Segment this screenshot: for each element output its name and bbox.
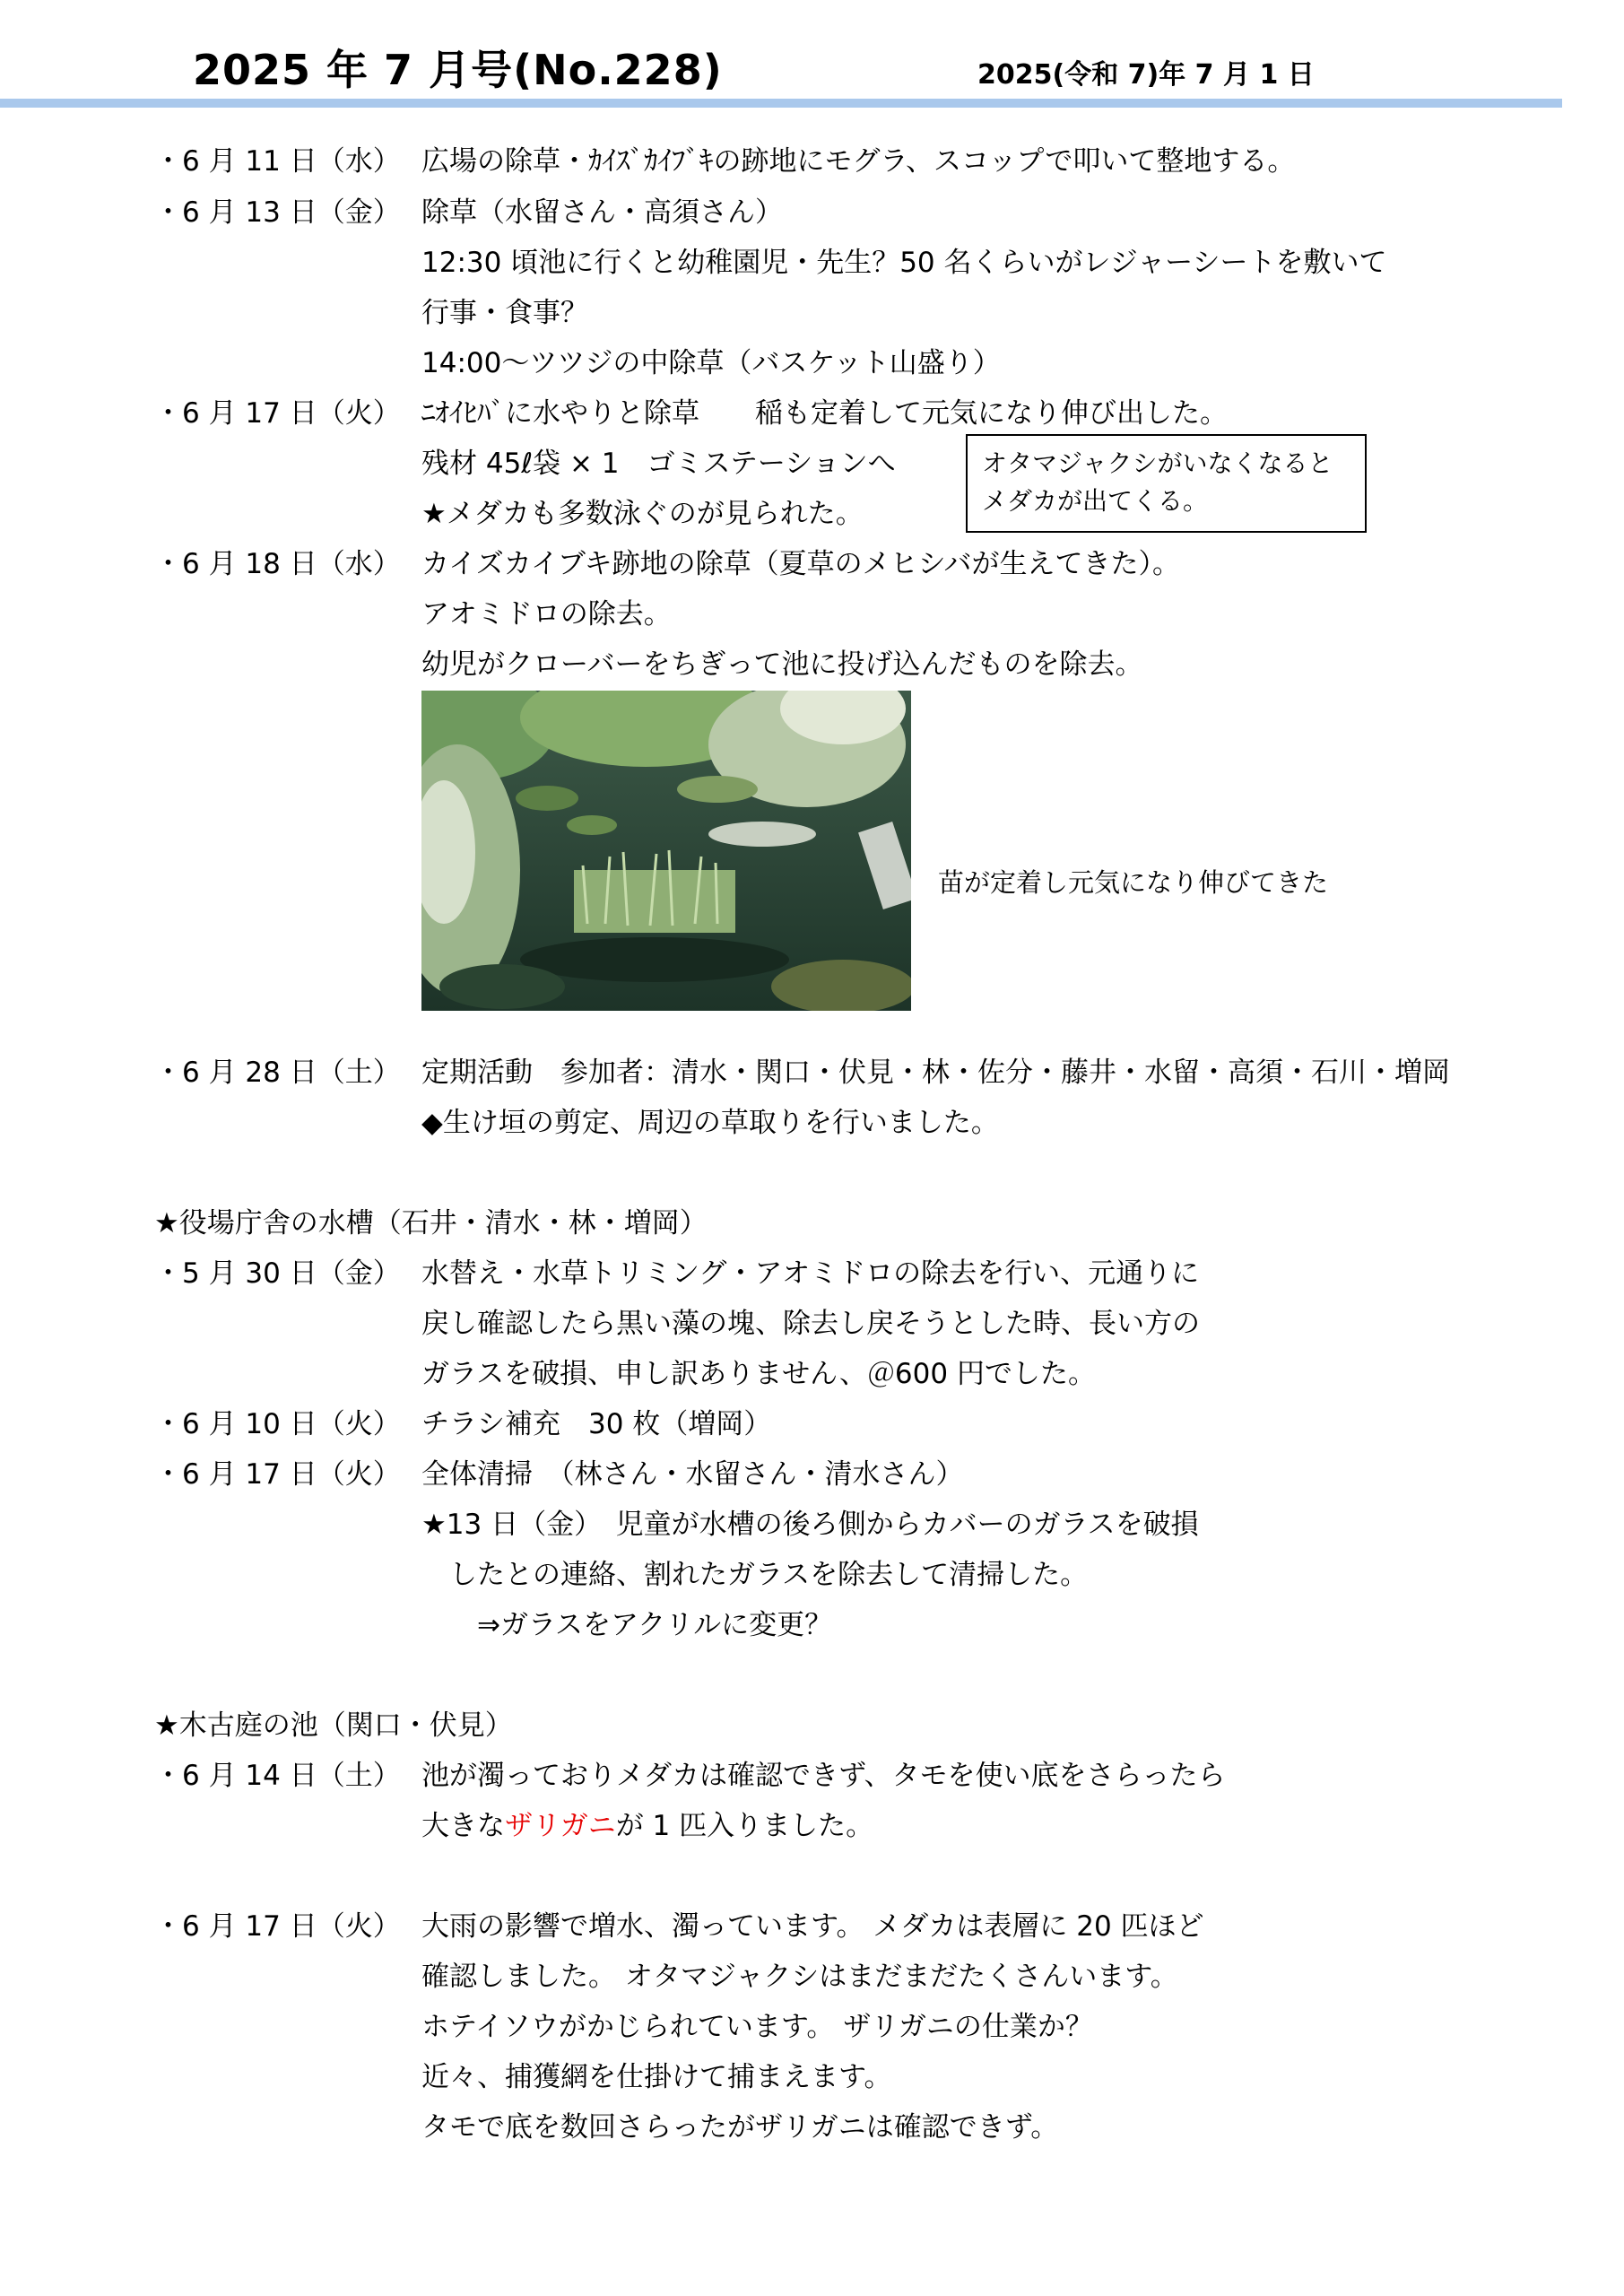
- log-date: ・6 月 11 日（水）: [154, 145, 401, 178]
- log-text: 行事・食事？: [421, 297, 588, 329]
- log-text: 14:00～ツツジの中除草（バスケット山盛り）: [421, 347, 1001, 379]
- issue-title: 2025 年 7 月号(No.228): [193, 46, 723, 94]
- log-text-part: が 1 匹入りました。: [615, 1810, 874, 1842]
- section-heading: ★役場庁舎の水槽（石井・清水・林・増岡）: [154, 1207, 708, 1239]
- log-text: ﾆｵｲﾋﾊﾞに水やりと除草 稲も定着して元気になり伸び出した。: [421, 397, 1228, 430]
- log-text: ⇒ガラスをアクリルに変更？: [421, 1609, 833, 1641]
- log-text: したとの連絡、割れたガラスを除去して清掃した。: [421, 1559, 1089, 1591]
- log-text: 確認しました。 オタマジャクシはまだまだたくさんいます。: [421, 1961, 1178, 1993]
- log-text: 除草（水留さん・高須さん）: [421, 196, 783, 229]
- header-divider: [0, 99, 1562, 108]
- log-text: ガラスを破損、申し訳ありません、＠600 円でした。: [421, 1358, 1096, 1390]
- log-date: ・6 月 14 日（土）: [154, 1760, 401, 1792]
- pond-photo: [421, 691, 911, 1011]
- log-text: ◆生け垣の剪定、周辺の草取りを行いました。: [421, 1107, 999, 1139]
- log-date: ・6 月 17 日（火）: [154, 1458, 401, 1491]
- log-text: カイズカイブキ跡地の除草（夏草のメヒシバが生えてきた）。: [421, 548, 1180, 580]
- log-text: 池が濁っておりメダカは確認できず、タモを使い底をさらったら: [421, 1760, 1226, 1792]
- log-date: ・6 月 17 日（火）: [154, 1910, 401, 1943]
- tadpole-note-box: オタマジャクシがいなくなるとメダカが出てくる。: [966, 434, 1367, 533]
- log-date: ・6 月 18 日（水）: [154, 548, 401, 580]
- log-text: 残材 45ℓ袋 × 1 ゴミステーションへ: [421, 448, 896, 480]
- log-text: 12:30 頃池に行くと幼稚園児・先生？50 名くらいがレジャーシートを敷いて: [421, 247, 1387, 279]
- log-text: 全体清掃 （林さん・水留さん・清水さん）: [421, 1458, 964, 1491]
- log-date: ・6 月 28 日（土）: [154, 1057, 401, 1089]
- crayfish-highlight: ザリガニ: [505, 1810, 616, 1842]
- log-text: ★メダカも多数泳ぐのが見られた。: [421, 498, 864, 530]
- issue-date: 2025(令和 7)年 7 月 1 日: [977, 59, 1315, 91]
- log-text: チラシ補充 30 枚（増岡）: [421, 1408, 772, 1440]
- log-date: ・6 月 10 日（火）: [154, 1408, 401, 1440]
- photo-caption: 苗が定着し元気になり伸びてきた: [938, 867, 1329, 898]
- log-text: 水替え・水草トリミング・アオミドロの除去を行い、元通りに: [421, 1257, 1200, 1290]
- log-text-part: 大きな: [421, 1810, 505, 1842]
- log-text: 戻し確認したら黒い藻の塊、除去し戻そうとした時、長い方の: [421, 1308, 1200, 1340]
- log-date: ・6 月 13 日（金）: [154, 196, 401, 229]
- section-heading: ★木古庭の池（関口・伏見）: [154, 1709, 513, 1742]
- log-text: タモで底を数回さらったがザリガニは確認できず。: [421, 2111, 1059, 2144]
- log-text: ★13 日（金） 児童が水槽の後ろ側からカバーのガラスを破損: [421, 1509, 1199, 1541]
- log-text: アオミドロの除去。: [421, 598, 672, 631]
- log-text: 定期活動 参加者：清水・関口・伏見・林・佐分・藤井・水留・高須・石川・増岡: [421, 1057, 1450, 1089]
- log-text: 幼児がクローバーをちぎって池に投げ込んだものを除去。: [421, 648, 1143, 681]
- log-text: [421, 1808, 873, 1844]
- log-text: 近々、捕獲網を仕掛けて捕まえます。: [421, 2061, 892, 2093]
- log-date: ・6 月 17 日（火）: [154, 397, 401, 430]
- log-date: ・5 月 30 日（金）: [154, 1257, 401, 1290]
- page-header: [0, 0, 1624, 117]
- log-text: 広場の除草・ｶｲｽﾞｶｲﾌﾞｷの跡地にモグラ、スコップで叩いて整地する。: [421, 145, 1296, 178]
- log-text: ホテイソウがかじられています。 ザリガニの仕業か？: [421, 2011, 1093, 2043]
- log-text: 大雨の影響で増水、濁っています。 メダカは表層に 20 匹ほど: [421, 1910, 1204, 1943]
